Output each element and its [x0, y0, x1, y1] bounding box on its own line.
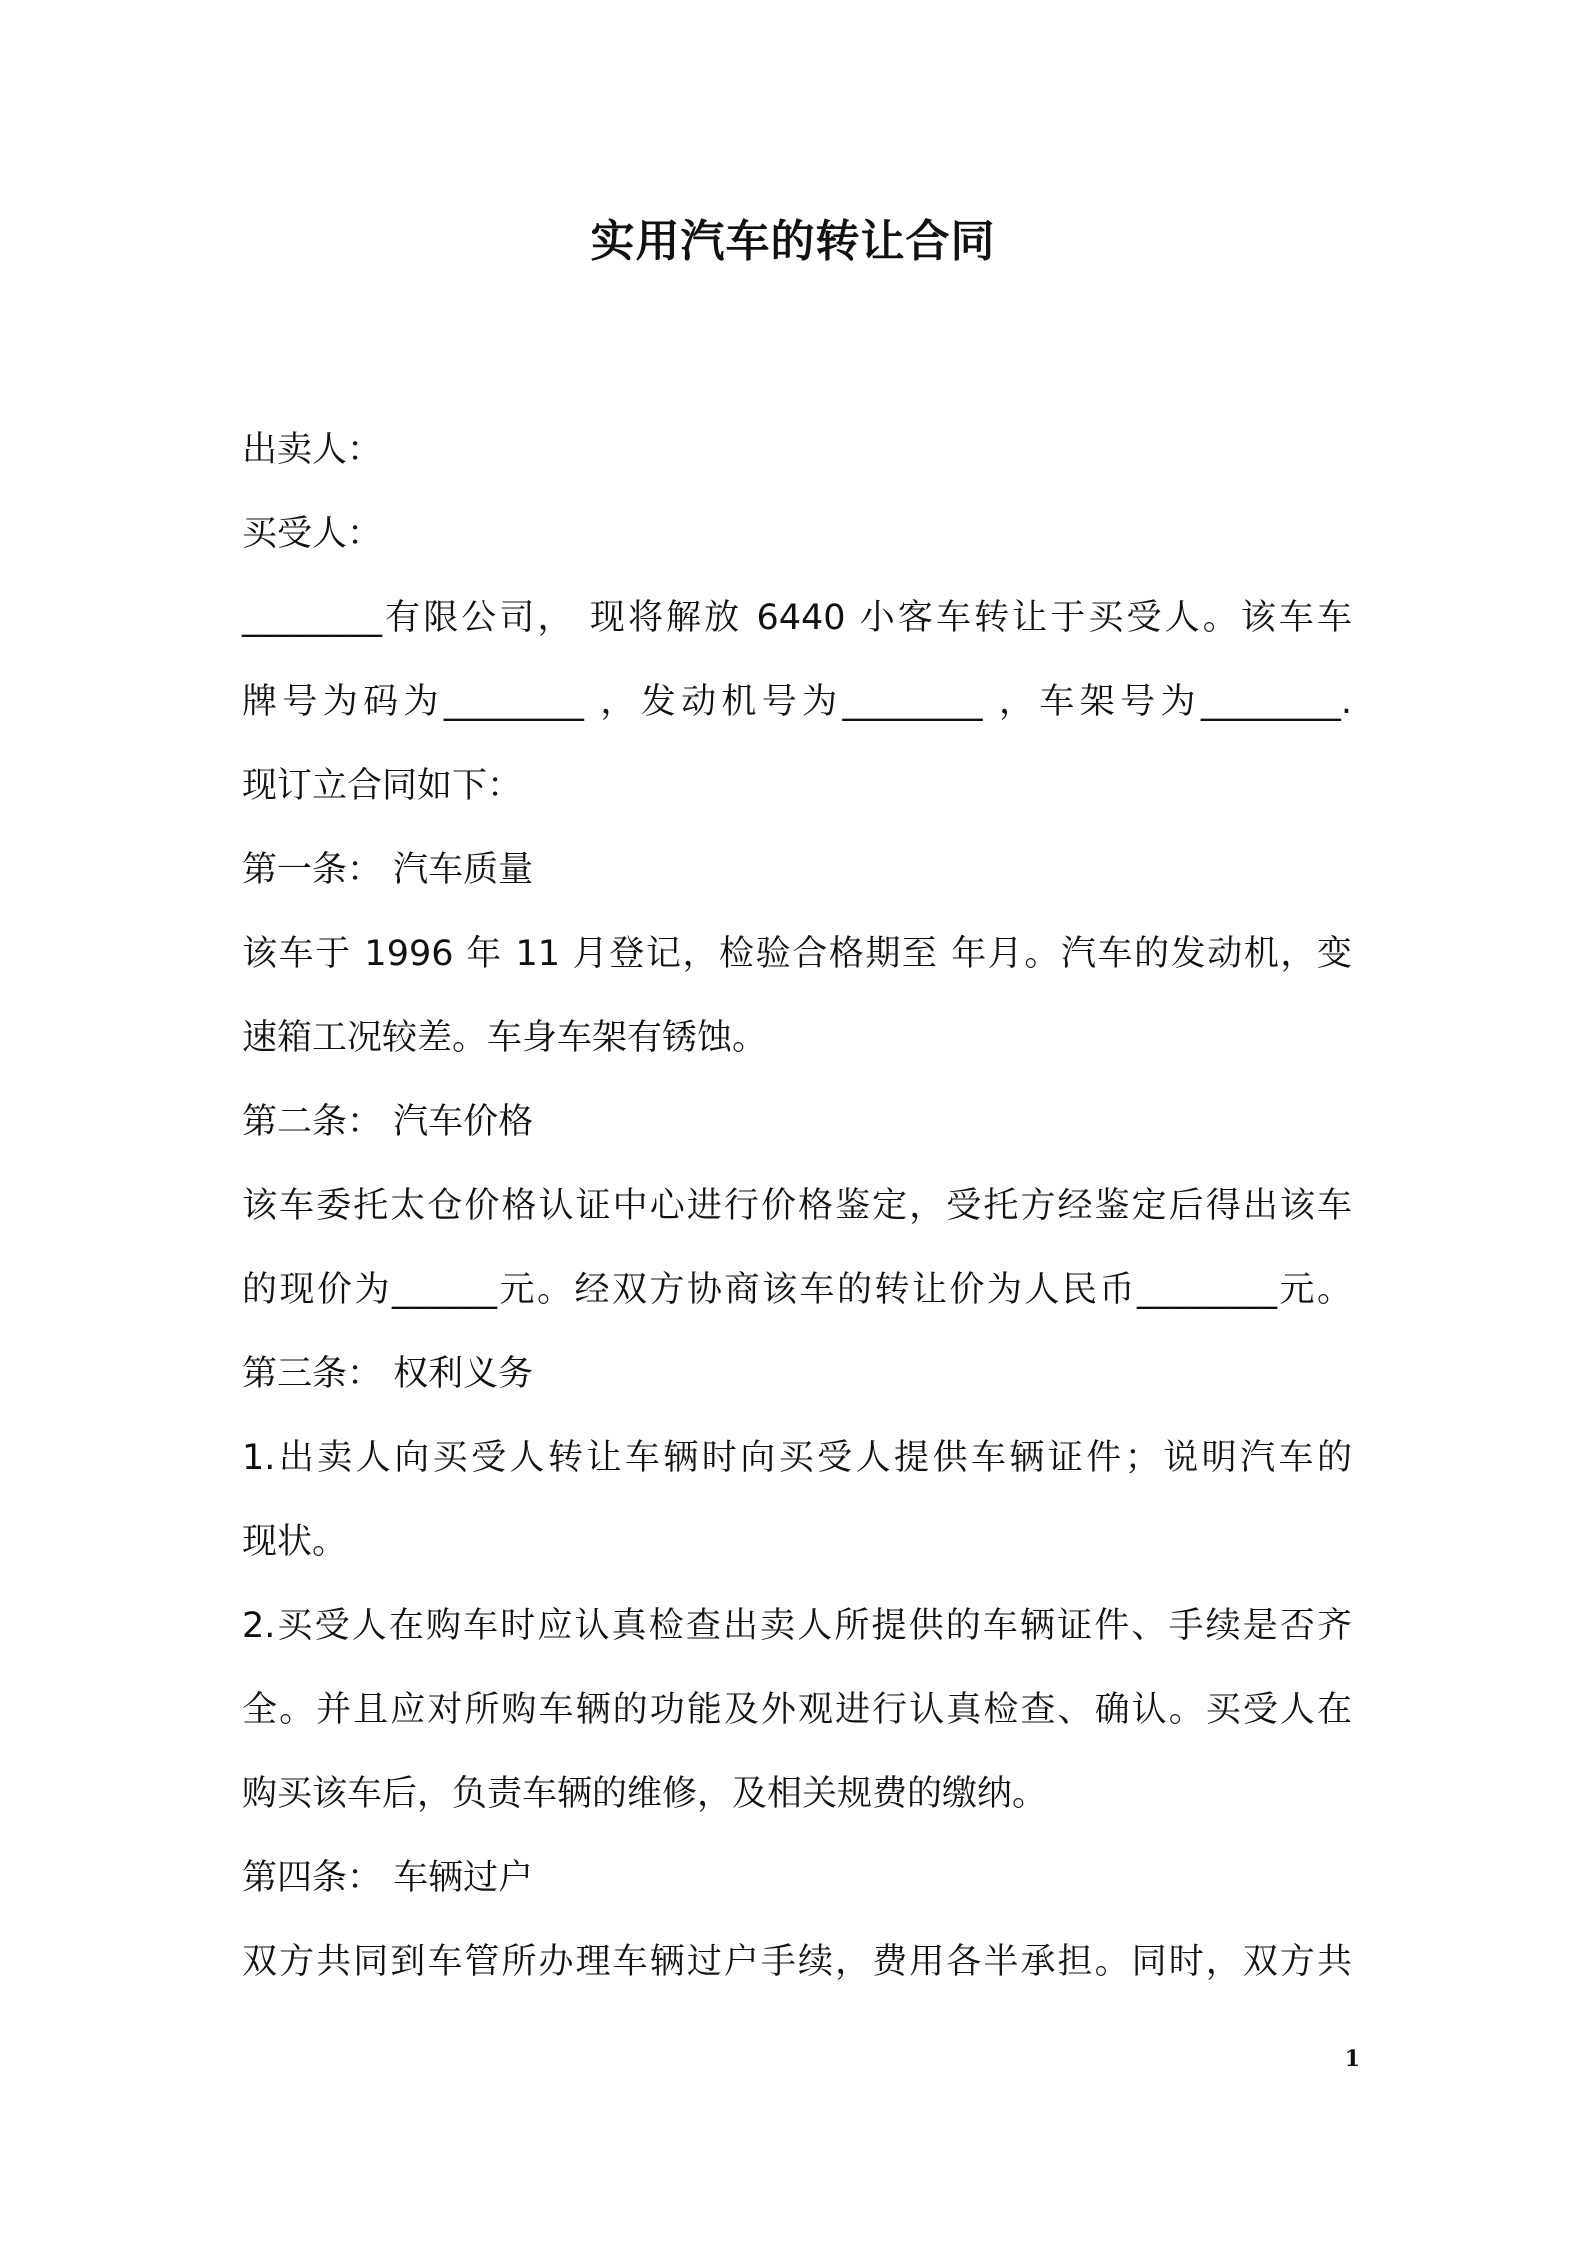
text-line: 第一条： 汽车质量: [242, 850, 534, 890]
text-line: 现状。: [242, 1522, 348, 1562]
text-line: 现订立合同如下：: [242, 766, 523, 806]
page-number: 1: [1344, 2046, 1360, 2072]
text-line: 该车于 1996 年 11 月登记，检验合格期至 年月。汽车的发动机，变: [242, 934, 1352, 974]
text-line: 的现价为______元。经双方协商该车的转让价为人民币________元。: [242, 1270, 1352, 1310]
text-line: 第二条： 汽车价格: [242, 1102, 534, 1142]
text-line: 全。并且应对所购车辆的功能及外观进行认真检查、确认。买受人在: [242, 1690, 1352, 1730]
text-line: 牌号为码为________ ，发动机号为________ ，车架号为________.: [242, 682, 1352, 722]
text-line: 第四条： 车辆过户: [242, 1858, 534, 1898]
text-line: 速箱工况较差。车身车架有锈蚀。: [242, 1018, 768, 1058]
text-line: 购买该车后，负责车辆的维修，及相关规费的缴纳。: [242, 1774, 1048, 1814]
text-line: 出卖人：: [242, 430, 383, 470]
text-line: 1.出卖人向买受人转让车辆时向买受人提供车辆证件；说明汽车的: [242, 1438, 1352, 1478]
text-line: 2.买受人在购车时应认真检查出卖人所提供的车辆证件、手续是否齐: [242, 1606, 1352, 1646]
text-line: 第三条： 权利义务: [242, 1354, 534, 1394]
document-title: 实用汽车的转让合同: [590, 216, 996, 267]
document-body: [242, 408, 1352, 2004]
text-line: ________有限公司， 现将解放 6440 小客车转让于买受人。该车车: [242, 598, 1352, 638]
text-line: 买受人：: [242, 514, 383, 554]
text-line: 该车委托太仓价格认证中心进行价格鉴定，受托方经鉴定后得出该车: [242, 1186, 1352, 1226]
text-line: 双方共同到车管所办理车辆过户手续，费用各半承担。同时，双方共: [242, 1942, 1352, 1982]
